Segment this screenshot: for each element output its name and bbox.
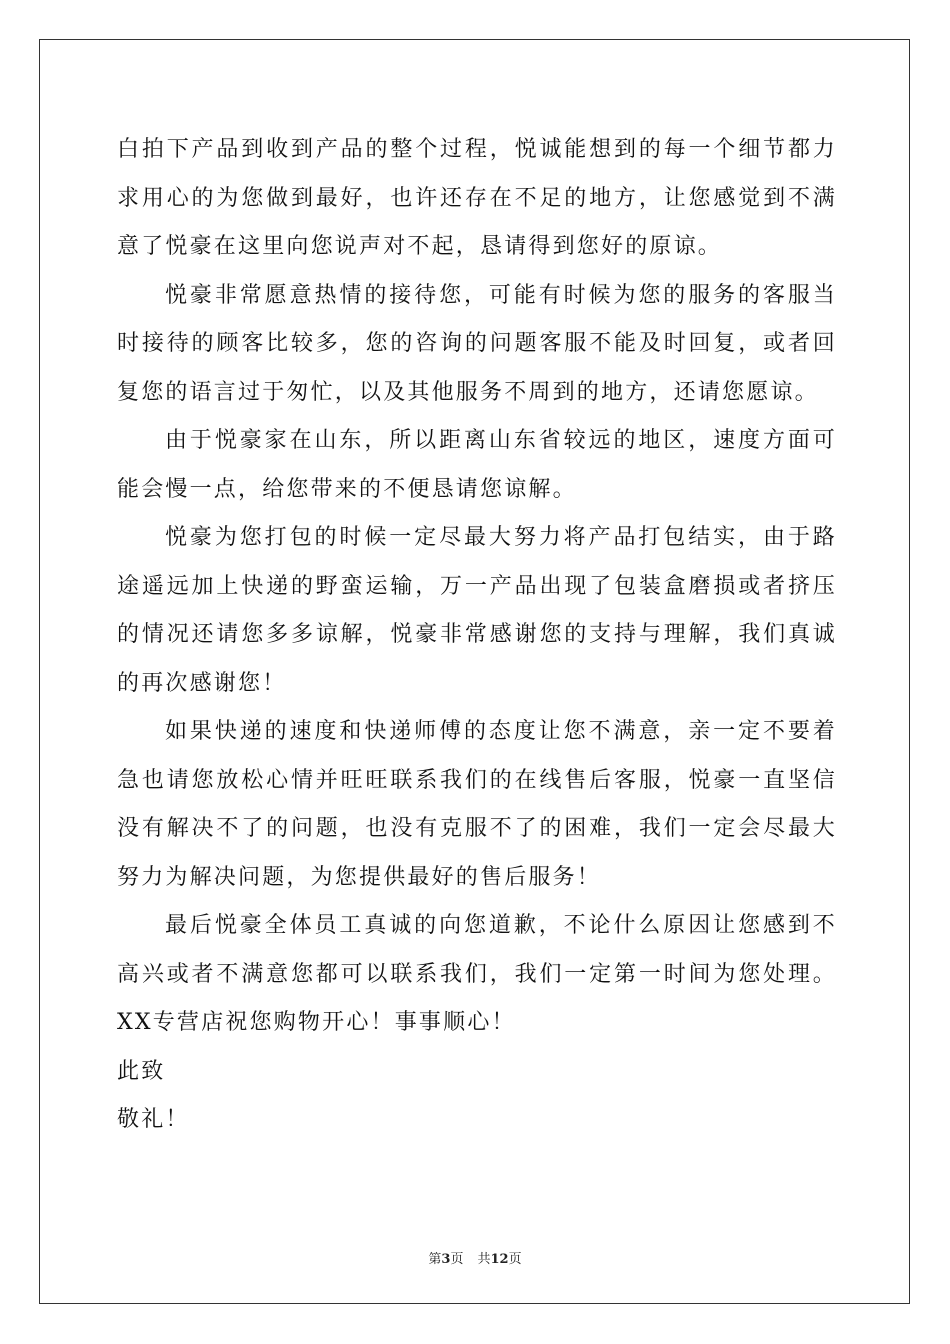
letter-body [117, 126, 837, 1145]
paragraph-1: 白拍下产品到收到产品的整个过程，悦诚能想到的每一个细节都力求用心的为您做到最好，也许还存在不足的地方，让您感觉到不满意了悦豪在这里向您说声对不起，恳请得到您好的原谅。 [117, 137, 837, 259]
paragraph-3: 由于悦豪家在山东，所以距离山东省较远的地区，速度方面可能会慢一点，给您带来的不便恳请您谅解。 [117, 428, 837, 502]
total-unit: 页 [508, 1252, 522, 1267]
paragraph-2: 悦豪非常愿意热情的接待您，可能有时候为您的服务的客服当时接待的顾客比较多，您的咨询的问题客服不能及时回复，或者回复您的语言过于匆忙，以及其他服务不周到的地方，还请您愿谅。 [117, 282, 837, 405]
closing-regards: 敬礼！ [117, 1107, 190, 1132]
closing-salutation: 此致 [117, 1058, 166, 1084]
paragraph-5: 如果快递的速度和快递师傅的态度让您不满意，亲一定不要着急也请您放松心情并旺旺联系我们的在线售后客服，悦豪一直坚信没有解决不了的问题，也没有克服不了的困难，我们一定会尽最大努力为解决问题，为您提供最好的售后服务！ [117, 719, 837, 890]
page-footer [0, 1248, 950, 1267]
page-unit: 页 [450, 1252, 464, 1267]
paragraph-6: 最后悦豪全体员工真诚的向您道歉，不论什么原因让您感到不高兴或者不满意您都可以联系我们，我们一定第一时间为您处理。XX专营店祝您购物开心！事事顺心！ [117, 913, 837, 1035]
page-current: 3 [441, 1252, 451, 1267]
total-prefix: 共 [477, 1252, 491, 1267]
paragraph-4: 悦豪为您打包的时候一定尽最大努力将产品打包结实，由于路途遥远加上快递的野蛮运输，万一产品出现了包装盒磨损或者挤压的情况还请您多多谅解，悦豪非常感谢您的支持与理解，我们真诚的再次感谢您！ [117, 525, 837, 696]
page-total: 12 [490, 1252, 509, 1267]
page-prefix: 第 [428, 1252, 442, 1267]
